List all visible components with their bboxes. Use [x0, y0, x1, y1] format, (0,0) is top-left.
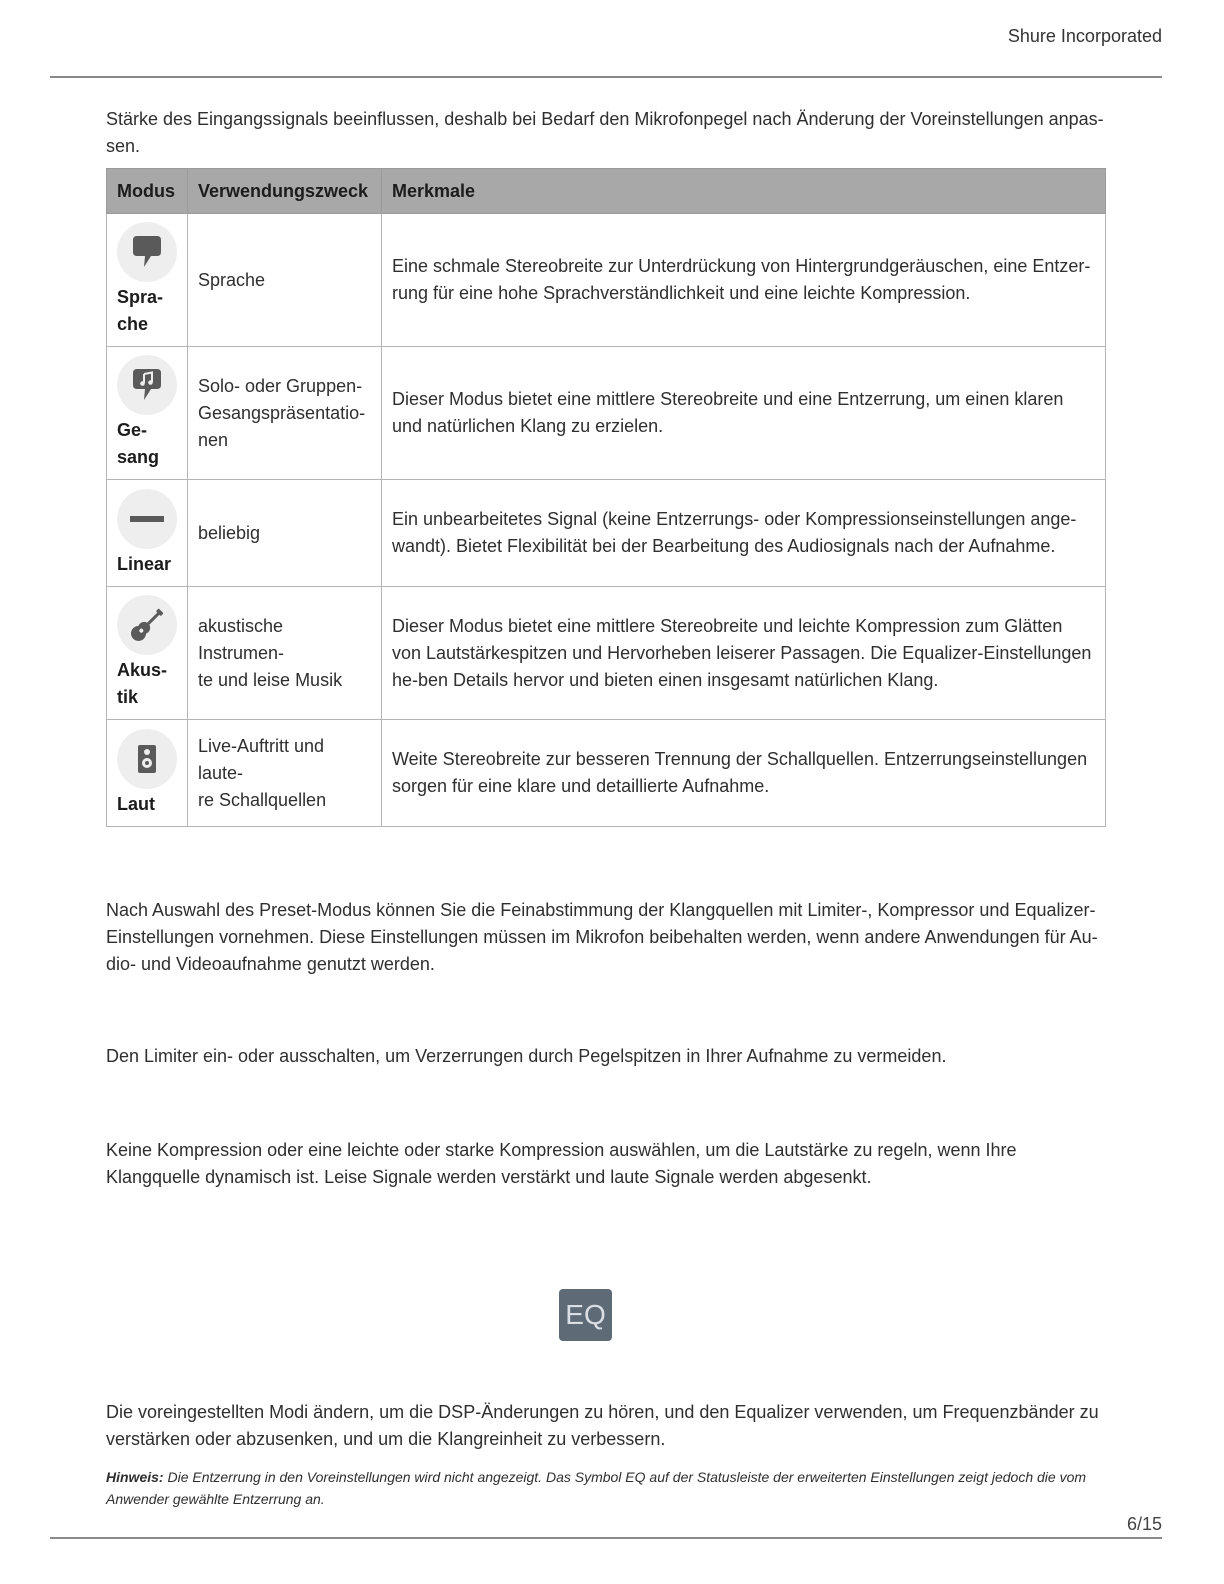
- music-note-bubble-icon: [117, 355, 177, 415]
- mode-cell: [107, 480, 188, 587]
- table-row: [107, 480, 1106, 587]
- preset-paragraph: Nach Auswahl des Preset-Modus können Sie die Feinabstimmung der Klangquellen mit Limiter-, Kompressor und Equalizer-Einstellungen vornehmen. Diese Einstellungen müssen im Mikrofon beibehalten werden, wenn andere Anwendungen für Au-dio- und Videoaufnahme genutzt werden.: [106, 900, 1098, 974]
- mode-name: Laut: [117, 793, 155, 814]
- purpose-cell: beliebig: [188, 480, 382, 587]
- features-cell: Weite Stereobreite zur besseren Trennung der Schallquellen. Entzerrungseinstellungen sorgen für eine klare und detaillierte Aufnahme.: [382, 720, 1106, 827]
- features-cell: Eine schmale Stereobreite zur Unterdrückung von Hintergrundgeräuschen, eine Entzer-rung für eine hohe Sprachverständlichkeit und eine leichte Kompression.: [382, 214, 1106, 347]
- table-row: [107, 720, 1106, 827]
- note-text: Die Entzerrung in den Voreinstellungen wird nicht angezeigt. Das Symbol EQ auf der Statusleiste der erweiterten Einstellungen zeigt jedoch die vom Anwender gewählte Entzerrung an.: [106, 1469, 1087, 1507]
- features-cell: Dieser Modus bietet eine mittlere Stereobreite und eine Entzerrung, um einen klaren und natürlichen Klang zu erzielen.: [382, 347, 1106, 480]
- mode-name: Akus- tik: [117, 660, 168, 707]
- mode-name: Linear: [117, 553, 172, 574]
- mode-cell: [107, 214, 188, 347]
- note: [106, 1466, 1111, 1510]
- header-modus: Modus: [107, 169, 188, 214]
- mode-name: Spra- che: [117, 287, 164, 334]
- table-row: [107, 347, 1106, 480]
- mode-cell: [107, 720, 188, 827]
- table-row: [107, 587, 1106, 720]
- header-merkmale: Merkmale: [382, 169, 1106, 214]
- note-label: Hinweis:: [106, 1469, 164, 1485]
- guitar-icon: [117, 595, 177, 655]
- eq-paragraph: Die voreingestellten Modi ändern, um die DSP-Änderungen zu hören, und den Equalizer verwenden, um Frequenzbänder zu verstärken oder abzusenken, und um die Klangreinheit zu verbessern.: [106, 1402, 1099, 1449]
- purpose-cell: Sprache: [188, 214, 382, 347]
- features-cell: Ein unbearbeitetes Signal (keine Entzerrungs- oder Kompressionseinstellungen ange-wandt). Bietet Flexibilität bei der Bearbeitung des Audiosignals nach der Aufnahme.: [382, 480, 1106, 587]
- purpose-cell: Solo- oder Gruppen- Gesangspräsentatio- nen: [188, 347, 382, 480]
- table-row: [107, 214, 1106, 347]
- purpose-cell: Live-Auftritt und laute- re Schallquellen: [188, 720, 382, 827]
- mode-cell: [107, 587, 188, 720]
- mode-cell: [107, 347, 188, 480]
- speaker-icon: [117, 729, 177, 789]
- compression-paragraph: Keine Kompression oder eine leichte oder starke Kompression auswählen, um die Lautstärke zu regeln, wenn Ihre Klangquelle dynamisch ist. Leise Signale werden verstärkt und laute Signale werden abgesenkt.: [106, 1140, 1017, 1187]
- header-verwendungszweck: Verwendungszweck: [188, 169, 382, 214]
- intro-paragraph: Stärke des Eingangssignals beeinflussen, deshalb bei Bedarf den Mikrofonpegel nach Änderung der Voreinstellungen anpas-sen.: [106, 109, 1104, 156]
- footer-divider: [50, 1537, 1162, 1539]
- features-cell: Dieser Modus bietet eine mittlere Stereobreite und leichte Kompression zum Glätten von Lautstärkespitzen und Hervorheben leiserer Passagen. Die Equalizer-Einstellungen he-ben Details hervor und bieten einen insgesamt natürlichen Klang.: [382, 587, 1106, 720]
- limiter-paragraph: Den Limiter ein- oder ausschalten, um Verzerrungen durch Pegelspitzen in Ihrer Aufnahme zu vermeiden.: [106, 1046, 947, 1066]
- eq-icon: EQ: [559, 1289, 612, 1341]
- mode-name: Ge- sang: [117, 420, 160, 467]
- company-name: Shure Incorporated: [1007, 26, 1162, 46]
- preset-modes-table: [106, 168, 1106, 827]
- table-header-row: [107, 169, 1106, 214]
- purpose-cell: akustische Instrumen- te und leise Musik: [188, 587, 382, 720]
- header-divider: [50, 76, 1162, 78]
- flat-line-icon: [117, 489, 177, 549]
- page-number: 6/15: [1126, 1514, 1162, 1534]
- speech-bubble-icon: [117, 222, 177, 282]
